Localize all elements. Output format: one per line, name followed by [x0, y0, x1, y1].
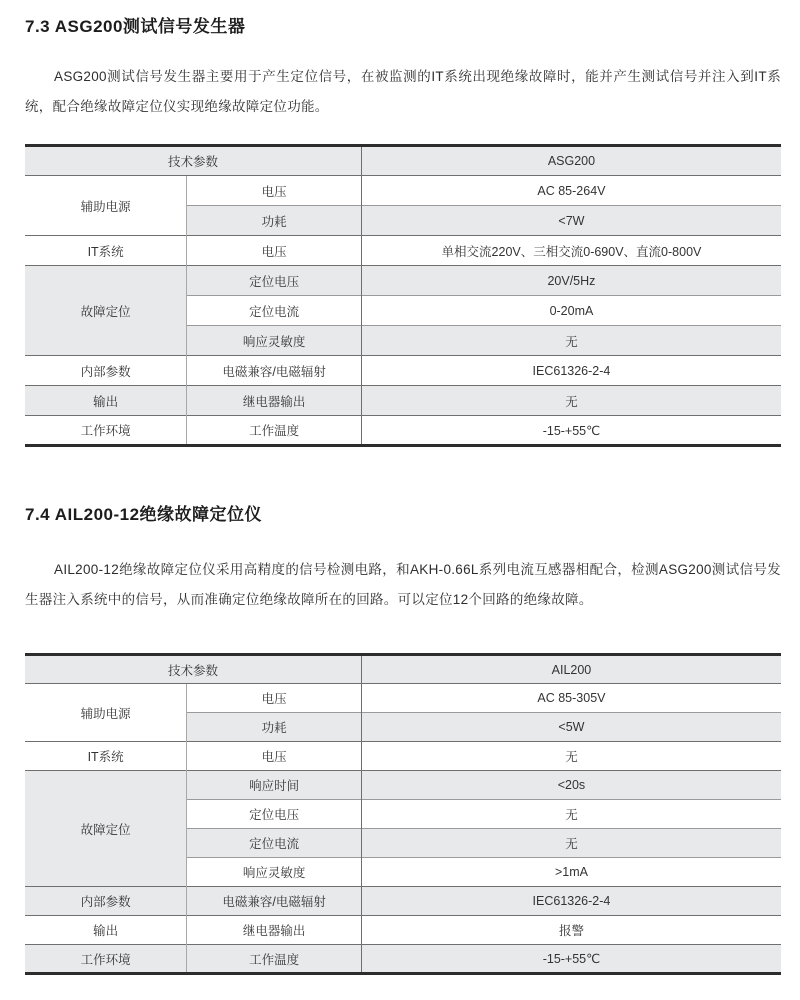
param-cell: 定位电流 [187, 829, 362, 858]
param-cell: 功耗 [187, 206, 362, 236]
category-cell: 工作环境 [25, 945, 187, 974]
param-cell: 电压 [187, 684, 362, 713]
category-cell: 工作环境 [25, 416, 187, 446]
table-header-product-label: ASG200 [361, 146, 781, 176]
table-row [25, 266, 781, 296]
section-7-3 [25, 15, 781, 447]
param-cell: 定位电流 [187, 296, 362, 326]
table-header-row [25, 146, 781, 176]
category-cell: 故障定位 [25, 771, 187, 887]
value-cell: <20s [361, 771, 781, 800]
value-cell: <5W [361, 713, 781, 742]
value-cell: IEC61326-2-4 [361, 356, 781, 386]
param-cell: 电磁兼容/电磁辐射 [187, 356, 362, 386]
value-cell: 无 [361, 742, 781, 771]
table-header-row [25, 655, 781, 684]
category-cell: 辅助电源 [25, 684, 187, 742]
value-cell: AC 85-305V [361, 684, 781, 713]
table-row [25, 176, 781, 206]
value-cell: 单相交流220V、三相交流0-690V、直流0-800V [361, 236, 781, 266]
category-cell: 内部参数 [25, 887, 187, 916]
table-row [25, 416, 781, 446]
category-cell: 输出 [25, 916, 187, 945]
value-cell: 报警 [361, 916, 781, 945]
value-cell: 无 [361, 326, 781, 356]
section-7-4-paragraph: AIL200-12绝缘故障定位仪采用高精度的信号检测电路，和AKH-0.66L系列电流互感器相配合，检测ASG200测试信号发生器注入系统中的信号，从而准确定位绝缘故障所在的回路。可以定位12个回路的绝缘故障。 [25, 562, 781, 607]
value-cell: <7W [361, 206, 781, 236]
section-7-3-paragraph: ASG200测试信号发生器主要用于产生定位信号，在被监测的IT系统出现绝缘故障时，能并产生测试信号并注入到IT系统，配合绝缘故障定位仪实现绝缘故障定位功能。 [25, 69, 781, 114]
table-row [25, 356, 781, 386]
param-cell: 继电器输出 [187, 916, 362, 945]
value-cell: >1mA [361, 858, 781, 887]
section-7-4-heading: 7.4 AIL200-12绝缘故障定位仪 [25, 505, 263, 524]
table-header-product-label: AIL200 [361, 655, 781, 684]
category-cell: 输出 [25, 386, 187, 416]
table-row [25, 771, 781, 800]
param-cell: 响应时间 [187, 771, 362, 800]
param-cell: 继电器输出 [187, 386, 362, 416]
ail200-spec-table [25, 653, 781, 975]
param-cell: 功耗 [187, 713, 362, 742]
category-cell: 故障定位 [25, 266, 187, 356]
value-cell: 无 [361, 386, 781, 416]
param-cell: 定位电压 [187, 800, 362, 829]
asg200-spec-table [25, 144, 781, 447]
section-7-3-heading: 7.3 ASG200测试信号发生器 [25, 17, 246, 36]
param-cell: 响应灵敏度 [187, 326, 362, 356]
section-7-4 [25, 503, 781, 975]
table-header-param-label: 技术参数 [25, 146, 361, 176]
param-cell: 工作温度 [187, 945, 362, 974]
param-cell: 响应灵敏度 [187, 858, 362, 887]
param-cell: 电压 [187, 742, 362, 771]
category-cell: 辅助电源 [25, 176, 187, 236]
value-cell: IEC61326-2-4 [361, 887, 781, 916]
param-cell: 电压 [187, 236, 362, 266]
param-cell: 电磁兼容/电磁辐射 [187, 887, 362, 916]
value-cell: 无 [361, 800, 781, 829]
table-row [25, 386, 781, 416]
table-row [25, 916, 781, 945]
table-row [25, 887, 781, 916]
table-row [25, 236, 781, 266]
param-cell: 电压 [187, 176, 362, 206]
value-cell: 0-20mA [361, 296, 781, 326]
category-cell: 内部参数 [25, 356, 187, 386]
table-row [25, 684, 781, 713]
param-cell: 定位电压 [187, 266, 362, 296]
value-cell: -15-+55℃ [361, 945, 781, 974]
category-cell: IT系统 [25, 742, 187, 771]
value-cell: AC 85-264V [361, 176, 781, 206]
value-cell: -15-+55℃ [361, 416, 781, 446]
table-row [25, 742, 781, 771]
param-cell: 工作温度 [187, 416, 362, 446]
table-row [25, 945, 781, 974]
table-header-param-label: 技术参数 [25, 655, 361, 684]
value-cell: 20V/5Hz [361, 266, 781, 296]
category-cell: IT系统 [25, 236, 187, 266]
value-cell: 无 [361, 829, 781, 858]
